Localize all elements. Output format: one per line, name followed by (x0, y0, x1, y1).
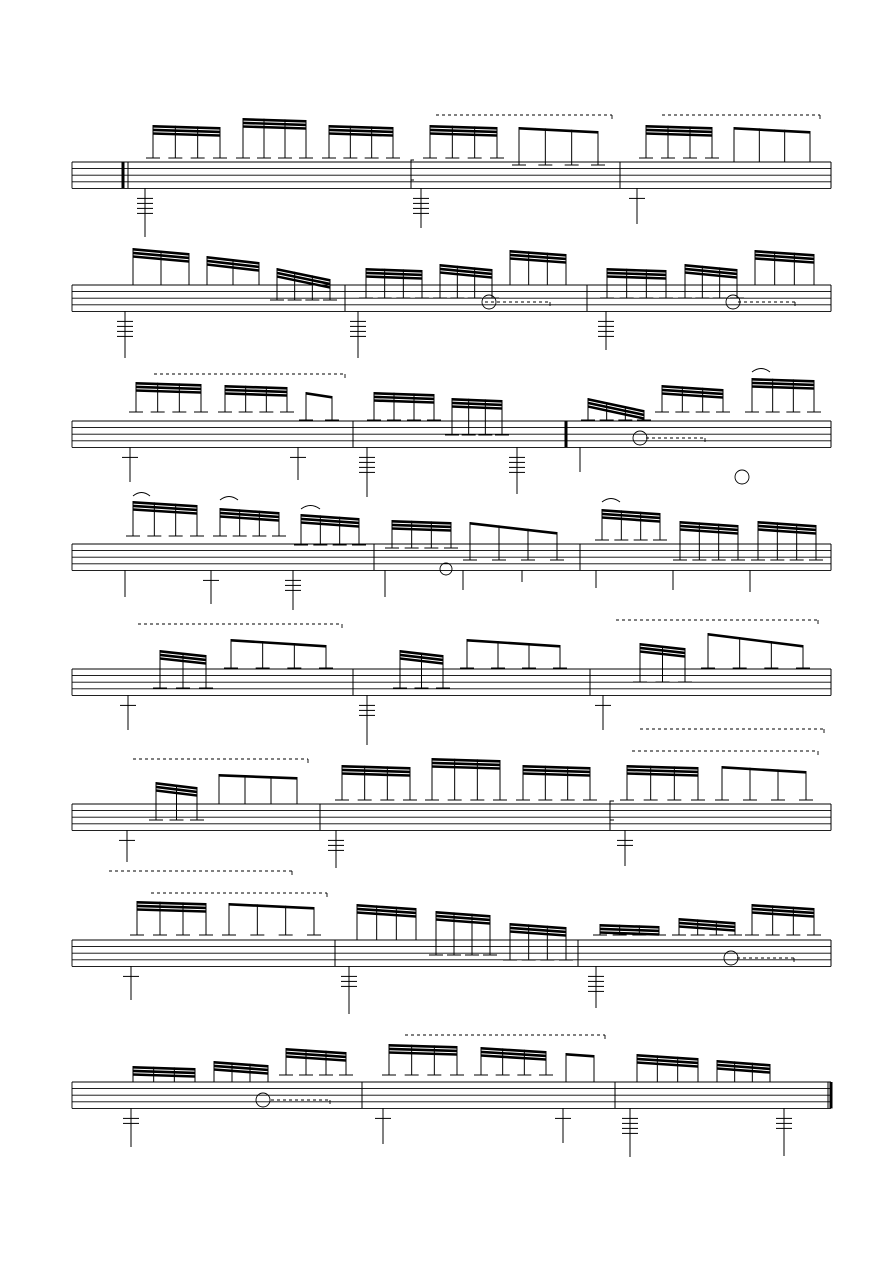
bass-note (290, 447, 306, 480)
beamed-note-group (503, 250, 573, 285)
beamed-note-group (222, 903, 321, 935)
bass-note (285, 570, 301, 610)
bass-note (203, 570, 219, 604)
beamed-note-group (200, 256, 266, 285)
bass-note (776, 1108, 792, 1156)
dashed-extension (632, 751, 818, 755)
staff-system (72, 501, 831, 610)
bass-note (122, 447, 138, 482)
beamed-note-group (600, 268, 673, 298)
open-circle-mark (633, 431, 647, 445)
staff-system (72, 871, 831, 1014)
bass-note (598, 311, 614, 350)
beam (470, 522, 557, 535)
dashed-extension (646, 438, 705, 442)
beamed-note-group (715, 766, 813, 800)
beamed-note-group (516, 765, 597, 800)
beamed-note-group (460, 639, 567, 668)
beamed-note-group (335, 765, 417, 800)
beamed-note-group (218, 385, 294, 412)
beamed-note-group (474, 1047, 553, 1075)
beamed-note-group (129, 382, 208, 412)
beamed-note-group (425, 758, 507, 800)
beamed-note-group (350, 904, 423, 940)
beamed-note-group (213, 508, 286, 536)
beamed-note-group (433, 264, 499, 298)
beamed-note-group (236, 118, 313, 158)
beamed-note-group (126, 1066, 202, 1082)
bass-note (123, 966, 139, 1000)
dashed-extension (436, 115, 612, 119)
beamed-note-group (630, 1054, 705, 1082)
beamed-note-group (299, 392, 339, 420)
bass-note (588, 966, 604, 1008)
beamed-note-group (322, 125, 400, 158)
beamed-note-group (270, 268, 337, 300)
bracket-mark (411, 160, 414, 180)
beamed-note-group (673, 521, 745, 560)
staff-system (72, 620, 831, 745)
beam (708, 633, 803, 648)
beamed-note-group (367, 392, 441, 420)
beamed-note-group (463, 522, 564, 560)
beamed-note-group (130, 901, 213, 935)
staff-system (72, 115, 831, 237)
dashed-extension (405, 1035, 605, 1039)
beamed-note-group (701, 633, 810, 668)
staff-system (72, 729, 831, 868)
beamed-note-group (655, 385, 730, 412)
beamed-note-group (429, 911, 497, 955)
beamed-note-group (359, 268, 429, 298)
beamed-note-group (593, 924, 666, 936)
beam (229, 903, 314, 910)
beamed-note-group (279, 1048, 353, 1075)
beamed-note-group (146, 125, 227, 158)
slur (602, 499, 620, 503)
beamed-note-group (126, 248, 196, 285)
beam (519, 127, 598, 134)
beamed-note-group (639, 125, 719, 158)
bass-note (123, 1108, 139, 1147)
beamed-note-group (382, 1044, 464, 1075)
beamed-note-group (672, 918, 742, 935)
beamed-note-group (727, 127, 817, 162)
dashed-extension (662, 115, 820, 119)
beamed-note-group (748, 250, 821, 285)
beamed-note-group (212, 774, 304, 804)
beam (306, 392, 332, 399)
bass-note (375, 1108, 391, 1144)
beamed-note-group (745, 904, 821, 935)
bass-note (595, 695, 611, 730)
bass-note (359, 447, 375, 497)
beamed-note-group (595, 509, 667, 540)
dashed-extension (151, 893, 327, 897)
beamed-note-group (559, 1053, 601, 1082)
dashed-extension (616, 620, 818, 624)
bass-note (117, 311, 133, 358)
open-circle-mark (440, 563, 452, 575)
beamed-note-group (294, 514, 366, 545)
dashed-extension (109, 871, 292, 875)
bass-note (350, 311, 366, 358)
beam (231, 639, 326, 648)
beamed-note-group (224, 639, 333, 668)
beamed-note-group (710, 1060, 777, 1082)
slur (752, 369, 770, 373)
bass-note (137, 188, 153, 237)
beam (219, 774, 297, 780)
beam (566, 1053, 594, 1058)
slur (133, 493, 150, 497)
dashed-extension (154, 374, 345, 378)
beam (734, 127, 810, 134)
bass-note (629, 188, 645, 224)
bass-note (328, 830, 344, 868)
bass-note (413, 188, 429, 228)
slur (301, 506, 320, 510)
bass-note (622, 1108, 638, 1157)
bass-note (617, 830, 633, 866)
dashed-extension (640, 729, 824, 733)
dashed-extension (133, 759, 308, 763)
bass-note (555, 1108, 571, 1143)
staff-system (72, 374, 831, 497)
dashed-extension (138, 624, 342, 628)
slur (220, 497, 238, 501)
beamed-note-group (620, 765, 705, 800)
open-circle-mark (735, 470, 749, 484)
beamed-note-group (423, 125, 504, 158)
beamed-note-group (512, 127, 605, 165)
open-circle-mark (726, 295, 740, 309)
bass-note (509, 447, 525, 494)
beamed-note-group (445, 398, 509, 435)
beamed-note-group (745, 378, 821, 412)
beam (722, 766, 806, 774)
bass-note (341, 966, 357, 1014)
staff-system (72, 1035, 831, 1157)
beamed-note-group (581, 398, 651, 420)
dashed-extension (738, 302, 795, 306)
beam (467, 639, 560, 648)
beamed-note-group (126, 501, 204, 536)
bass-note (120, 695, 136, 730)
beamed-note-group (207, 1061, 275, 1082)
staff-systems (72, 115, 831, 1157)
bass-note (359, 695, 375, 745)
beamed-note-group (149, 782, 204, 820)
beamed-note-group (751, 521, 823, 560)
staff-system (72, 248, 831, 358)
beamed-note-group (633, 643, 692, 682)
bass-note (119, 830, 135, 862)
beamed-note-group (678, 264, 744, 298)
beamed-note-group (503, 923, 573, 960)
